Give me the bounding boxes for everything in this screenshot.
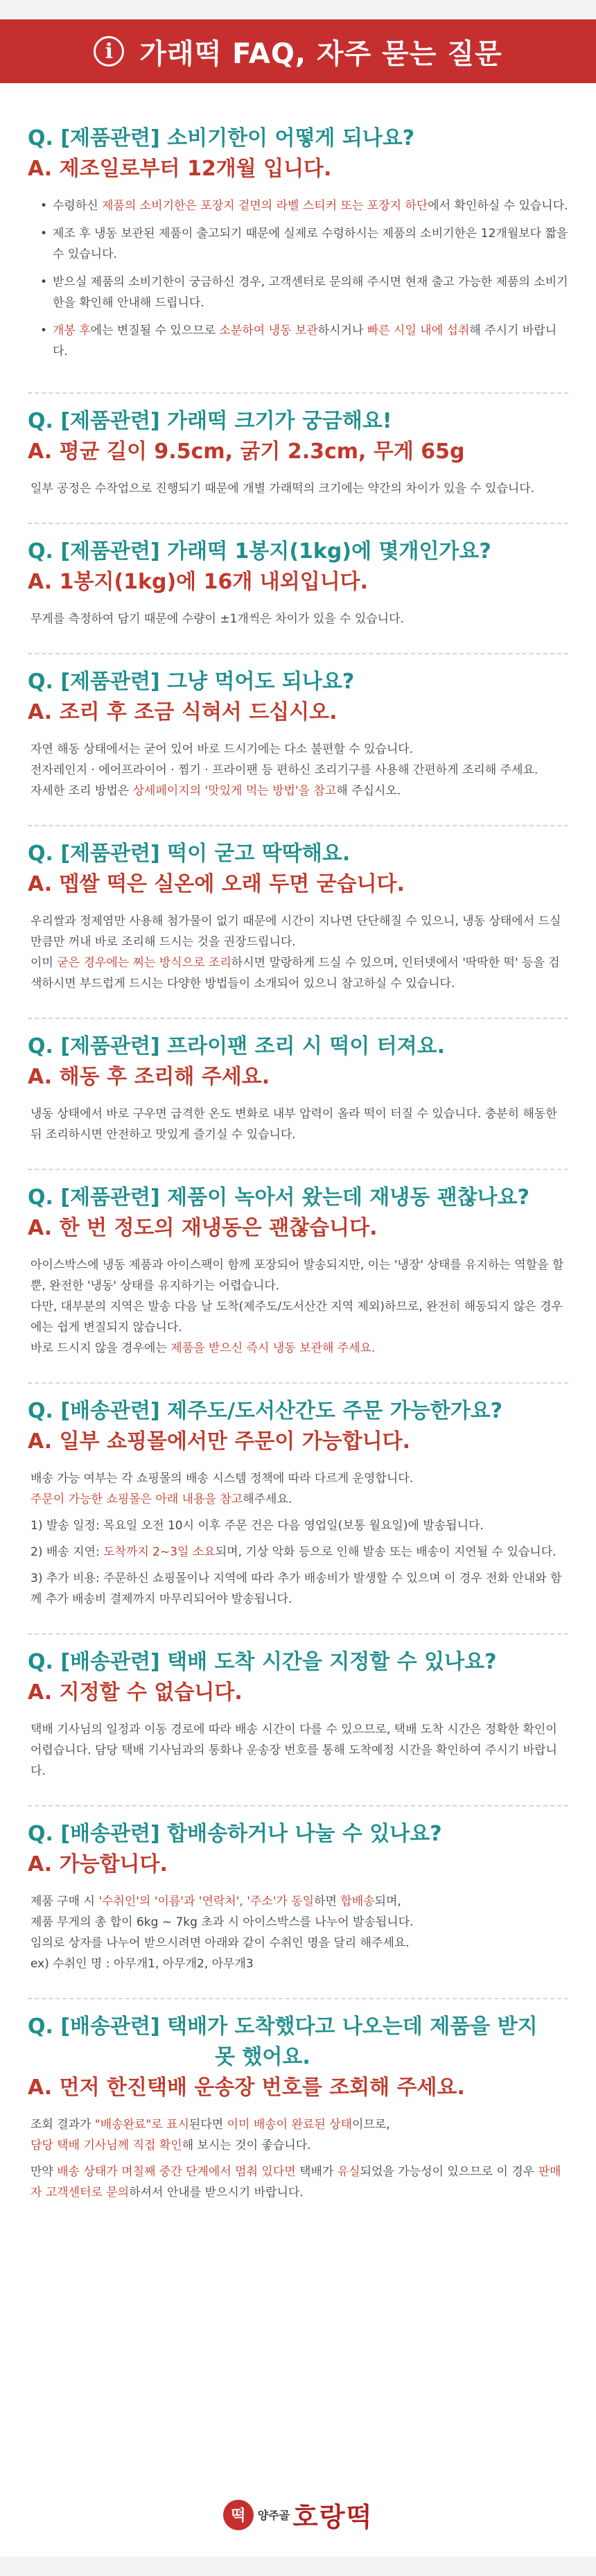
faq-text: 조회 결과가 "배송완료"로 표시된다면 이미 배송이 완료된 상태이므로, 담당 택배 기사님께 직접 확인해 보시는 것이 좋습니다. 만약 배송 상태가 며칠째 중간 단계에서 멈춰 있다면 택배가 유실되었을 가능성이 있으므로 이 경우 판매자 고객센터로 문의하셔서 안내를 받으시기 바랍니다. bbox=[30, 2118, 561, 2200]
faq-question: Q. [제품관련] 가래떡 크기가 궁금해요! bbox=[28, 409, 392, 433]
faq-text: 무게를 측정하여 담기 때문에 수량이 ±1개씩은 차이가 있을 수 있습니다. bbox=[30, 612, 404, 626]
faq-bullet-list bbox=[28, 195, 568, 362]
faq-text: 아이스박스에 냉동 제품과 아이스팩이 함께 포장되어 발송되지만, 이는 '냉장' 상태를 유지하는 역할을 할 뿐, 완전한 '냉동' 상태를 유지하기는 어렵습니다. 다만, 대부분의 지역은 발송 다음 날 도착(제주도/도서산간 지역 제외)하므로, 완전히 해동되지 않은 경우에는 쉽게 변질되지 않습니다. 바로 드시지 않을 경우에는 제품을 받으신 즉시 냉동 보관해 주세요. bbox=[30, 1258, 564, 1355]
top-band bbox=[0, 0, 596, 19]
faq-item bbox=[28, 1807, 568, 1999]
logo-mark-icon: 떡 bbox=[223, 2500, 254, 2530]
faq-item bbox=[28, 826, 568, 1019]
faq-item bbox=[28, 654, 568, 826]
faq-text: 일부 공정은 수작업으로 진행되기 때문에 개별 가래떡의 크기에는 약간의 차이가 있을 수 있습니다. bbox=[30, 482, 535, 496]
faq-question: Q. [제품관련] 소비기한이 어떻게 되나요? bbox=[28, 126, 415, 150]
faq-answer: A. 멥쌀 떡은 실온에 오래 두면 굳습니다. bbox=[28, 872, 405, 896]
faq-question: Q. [제품관련] 가래떡 1봉지(1kg)에 몇개인가요? bbox=[28, 539, 491, 564]
faq-list bbox=[0, 83, 596, 2227]
faq-text: 자연 해동 상태에서는 굳어 있어 바로 드시기에는 다소 불편할 수 있습니다. 전자레인지 · 에어프라이어 · 찜기 · 프라이팬 등 편하신 조리기구를 사용해 간편하게 조리해 주세요. 자세한 조리 방법은 상세페이지의 '맛있게 먹는 방법'을 참고해 주십시오. bbox=[30, 742, 538, 798]
faq-item bbox=[28, 1384, 568, 1635]
faq-question: Q. [제품관련] 떡이 굳고 딱딱해요. bbox=[28, 842, 351, 866]
faq-answer: A. 지정할 수 없습니다. bbox=[28, 1680, 243, 1705]
faq-answer: A. 가능합니다. bbox=[28, 1852, 168, 1877]
faq-question: Q. [배송관련] 택배가 도착했다고 나오는데 제품을 받지 bbox=[28, 2014, 538, 2039]
faq-question: Q. [제품관련] 그냥 먹어도 되나요? bbox=[28, 670, 355, 694]
faq-bullet: • 받으실 제품의 소비기한이 궁금하신 경우, 고객센터로 문의해 주시면 현재 출고 가능한 제품의 소비기한을 확인해 안내해 드립니다. bbox=[40, 272, 568, 313]
faq-item bbox=[28, 1999, 568, 2227]
faq-answer: A. 조리 후 조금 식혀서 드십시오. bbox=[28, 700, 338, 724]
bottom-band bbox=[0, 2557, 596, 2576]
faq-answer: A. 일부 쇼핑몰에서만 주문이 가능합니다. bbox=[28, 1429, 411, 1454]
faq-item bbox=[28, 394, 568, 524]
faq-text: 택배 기사님의 일정과 이동 경로에 따라 배송 시간이 다를 수 있으므로, 택배 도착 시간은 정확한 확인이 어렵습니다. 담당 택배 기사님과의 통화나 운송장 번호를 통해 도착예정 시간을 확인하여 주시기 바랍니다. bbox=[30, 1723, 557, 1778]
faq-text: 제품 구매 시 '수취인'의 '이름'과 '연락처', '주소'가 동일하면 합배송되며, 제품 무게의 총 합이 6kg ~ 7kg 초과 시 아이스박스를 나누어 발송됩니다. 임의로 상자를 나누어 받으시려면 아래와 같이 수취인 명을 달리 해주세요. ex) 수취인 명 : 아무개1, 아무개2, 아무개3 bbox=[30, 1895, 414, 1971]
brand-logo bbox=[0, 2496, 596, 2534]
info-icon: i bbox=[94, 36, 124, 67]
faq-bullet: • 제조 후 냉동 보관된 제품이 출고되기 때문에 실제로 수령하시는 제품의 소비기한은 12개월보다 짧을 수 있습니다. bbox=[40, 223, 568, 265]
brand-sub-label: 양주골 bbox=[257, 2509, 290, 2522]
brand-name: 호랑떡 bbox=[292, 2501, 374, 2532]
faq-question: Q. [제품관련] 프라이팬 조리 시 떡이 터져요. bbox=[28, 1034, 446, 1059]
faq-answer: A. 해동 후 조리해 주세요. bbox=[28, 1065, 270, 1089]
faq-answer: A. 먼저 한진택배 운송장 번호를 조회해 주세요. bbox=[28, 2075, 465, 2100]
faq-question: Q. [배송관련] 합배송하거나 나눌 수 있나요? bbox=[28, 1822, 442, 1846]
faq-bullet: • 수령하신 제품의 소비기한은 포장지 겉면의 라벨 스티커 또는 포장지 하단에서 확인하실 수 있습니다. bbox=[40, 195, 568, 216]
faq-text: 배송 가능 여부는 각 쇼핑몰의 배송 시스템 정책에 따라 다르게 운영합니다. 주문이 가능한 쇼핑몰은 아래 내용을 참고해주세요. 1) 발송 일정: 목요일 오전 10시 이후 주문 건은 다음 영업일(보통 월요일)에 발송됩니다. 2) 배송 지연: 도착까지 2~3일 소요되며, 기상 악화 등으로 인해 발송 또는 배송이 지연될 수 있습니다. 3) 추가 비용: 주문하신 쇼핑몰이나 지역에 따라 추가 배송비가 발생할 수 있으며 이 경우 전화 안내와 함께 추가 배송비 결제까지 마무리되어야 발송됩니다. bbox=[30, 1472, 562, 1606]
faq-item bbox=[28, 1635, 568, 1807]
faq-answer: A. 제조일로부터 12개월 입니다. bbox=[28, 157, 332, 181]
faq-question: Q. [배송관련] 택배 도착 시간을 지정할 수 있나요? bbox=[28, 1650, 497, 1674]
faq-question: Q. [제품관련] 제품이 녹아서 왔는데 재냉동 괜찮나요? bbox=[28, 1185, 529, 1210]
faq-bullet: • 개봉 후에는 변질될 수 있으므로 소분하여 냉동 보관하시거나 빠른 시일 내에 섭취해 주시기 바랍니다. bbox=[40, 320, 568, 362]
faq-question-continued: 못 했어요. bbox=[215, 2045, 310, 2069]
faq-answer: A. 1봉지(1kg)에 16개 내외입니다. bbox=[28, 570, 369, 594]
faq-item bbox=[28, 1019, 568, 1170]
faq-text: 우리쌀과 정제염만 사용해 첨가물이 없기 때문에 시간이 지나면 단단해질 수 있으니, 냉동 상태에서 드실 만큼만 꺼내 바로 조리해 드시는 것을 권장드립니다. 이미 굳은 경우에는 찌는 방식으로 조리하시면 말랑하게 드실 수 있으며, 인터넷에서 '딱딱한 떡' 등을 검색하시면 부드럽게 드시는 다양한 방법들이 소개되어 있으니 참고하실 수 있습니다. bbox=[30, 914, 561, 991]
faq-question: Q. [배송관련] 제주도/도서산간도 주문 가능한가요? bbox=[28, 1399, 503, 1423]
faq-item bbox=[28, 524, 568, 654]
faq-header bbox=[0, 19, 596, 83]
page-title: 가래떡 FAQ, 자주 묻는 질문 bbox=[139, 37, 502, 70]
faq-item bbox=[28, 1170, 568, 1384]
faq-answer: A. 평균 길이 9.5cm, 굵기 2.3cm, 무게 65g bbox=[28, 440, 465, 464]
faq-text: 냉동 상태에서 바로 구우면 급격한 온도 변화로 내부 압력이 올라 떡이 터질 수 있습니다. 충분히 해동한 뒤 조리하시면 안전하고 맛있게 즐기실 수 있습니다. bbox=[30, 1107, 557, 1142]
faq-item bbox=[28, 111, 568, 394]
faq-answer: A. 한 번 정도의 재냉동은 괜찮습니다. bbox=[28, 1216, 378, 1240]
